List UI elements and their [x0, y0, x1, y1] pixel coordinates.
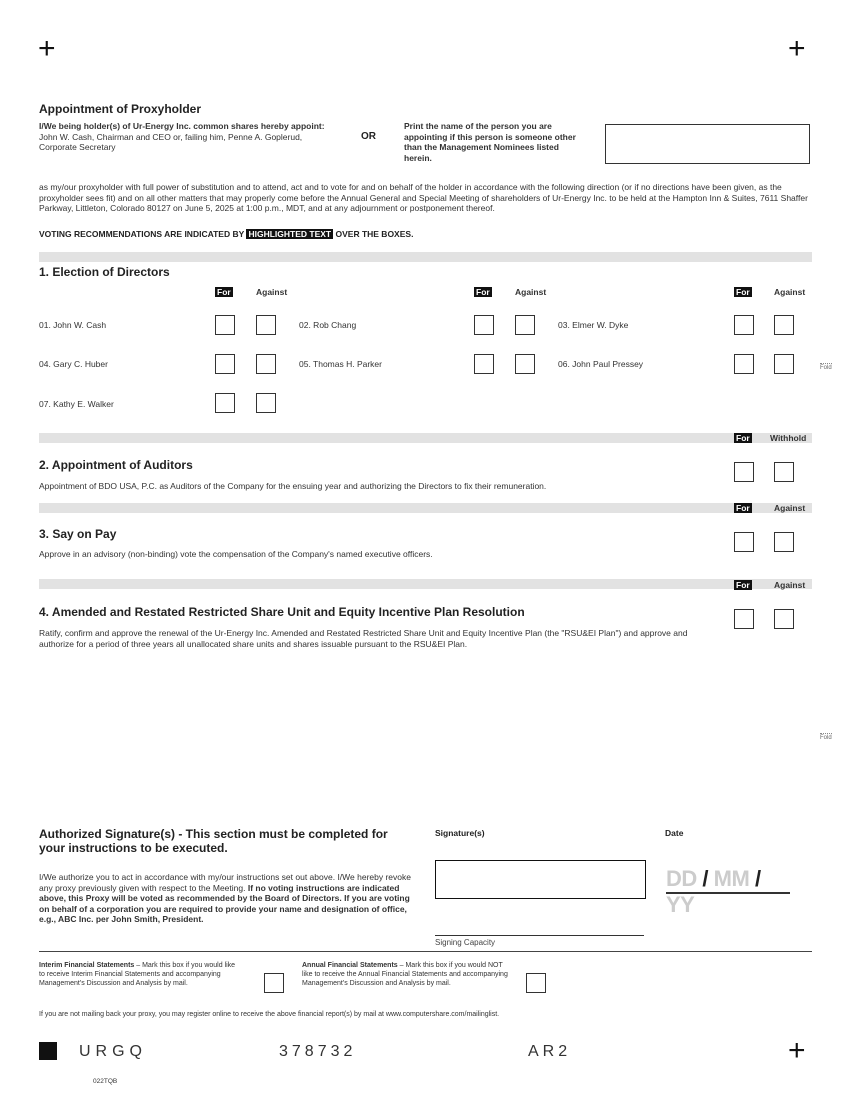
director-3-for-checkbox[interactable]: [734, 315, 754, 335]
signatures-label: Signature(s): [435, 828, 485, 838]
footer-small-code: 022TQB: [93, 1078, 118, 1085]
for-header-col3: For: [736, 287, 750, 297]
appointment-intro-rest: John W. Cash, Chairman and CEO or, failing him, Penne A. Goplerud, Corporate Secretary: [39, 131, 303, 152]
section-divider-election: [39, 252, 812, 262]
interim-statements-text: [39, 961, 239, 988]
say-on-pay-for-checkbox[interactable]: [734, 532, 754, 552]
voting-recommendation-note: [39, 229, 413, 239]
date-dd-placeholder: DD: [666, 866, 697, 891]
date-label: Date: [665, 828, 684, 838]
director-5-against-checkbox[interactable]: [515, 354, 535, 374]
footer-black-square: [39, 1042, 57, 1060]
director-name-6: 06. John Paul Pressey: [558, 359, 644, 369]
director-name-5: 05. Thomas H. Parker: [299, 359, 382, 369]
annual-desc: – Mark this box if you would NOT like to receive the Annual Financial Statements and accompanying Management's Discussion and Analysis by mail.: [302, 962, 508, 987]
or-label: OR: [361, 131, 376, 142]
proxyholder-name-input[interactable]: [605, 124, 810, 164]
signature-section-rule: [39, 951, 812, 952]
director-7-against-checkbox[interactable]: [256, 393, 276, 413]
for-header-col1: For: [217, 287, 231, 297]
auditors-title: 2. Appointment of Auditors: [39, 458, 193, 472]
signature-body-plain: I/We authorize you to act in accordance with my/our instructions set out above. I/We hereby revoke any proxy previously given with respect to the Meeting.: [39, 872, 411, 893]
director-7-for-checkbox[interactable]: [215, 393, 235, 413]
rsu-title: 4. Amended and Restated Restricted Share Unit and Equity Incentive Plan Resolution: [39, 605, 525, 619]
interim-title: Interim Financial Statements: [39, 962, 135, 969]
signature-title: Authorized Signature(s) - This section must be completed for your instructions to be executed.: [39, 827, 388, 855]
director-6-against-checkbox[interactable]: [774, 354, 794, 374]
date-input[interactable]: [666, 866, 790, 917]
for-header-col2: For: [476, 287, 490, 297]
auditors-for-checkbox[interactable]: [734, 462, 754, 482]
print-name-label: Print the name of the person you are appointing if this person is someone other than the Management Nominees listed herein.: [404, 121, 576, 163]
fold-mark-2: Fold: [820, 735, 832, 741]
director-name-4: 04. Gary C. Huber: [39, 359, 108, 369]
fold-mark-1: Fold: [820, 365, 832, 371]
rsu-against-checkbox[interactable]: [774, 609, 794, 629]
signing-capacity-input[interactable]: [435, 935, 644, 936]
signature-body-bold: If no voting instructions are indicated above, this Proxy will be voted as recommended by the Board of Directors. If you are voting on behalf of a corporation you are required to provide your name and designation of office, e.g., ABC Inc. per John Smith, President.: [39, 882, 410, 924]
say-on-pay-desc: Approve in an advisory (non-binding) vote the compensation of the Company's named executive officers.: [39, 549, 433, 559]
signature-body: [39, 872, 419, 925]
voting-rec-after: OVER THE BOXES.: [335, 229, 414, 239]
appointment-intro-bold: I/We being holder(s) of Ur-Energy Inc. common shares hereby appoint:: [39, 121, 325, 131]
footer-code-number: 378732: [279, 1043, 357, 1060]
auditors-desc: Appointment of BDO USA, P.C. as Auditors of the Company for the ensuing year and authorizing the Directors to fix their remuneration.: [39, 481, 547, 491]
director-name-2: 02. Rob Chang: [299, 320, 357, 330]
appointment-intro: [39, 121, 329, 153]
against-header-col3: Against: [774, 287, 806, 297]
appointment-body: as my/our proxyholder with full power of substitution and to attend, act and to vote for and on behalf of the holder in accordance with the following direction (or if no directions have been given, as the proxyholder sees fit) and on all other matters that may properly come before the Annual General and Special Meeting of shareholders of Ur-Energy Inc. to be held at the Hampton Inn & Suites, 7611 Shaffer Parkway, Littleton, Colorado 80127 on June 5, 2025 at 1:00 p.m., MDT, and at any adjournment or postponement thereof.: [39, 182, 808, 213]
registration-mark-top-right: +: [788, 32, 806, 65]
appointment-title: Appointment of Proxyholder: [39, 102, 201, 116]
director-1-against-checkbox[interactable]: [256, 315, 276, 335]
director-2-for-checkbox[interactable]: [474, 315, 494, 335]
interim-desc: – Mark this box if you would like to receive Interim Financial Statements and accompanying Management's Discussion and Analysis by mail.: [39, 962, 236, 987]
voting-rec-highlight: HIGHLIGHTED TEXT: [248, 229, 332, 239]
registration-mark-bottom-right: +: [788, 1034, 806, 1067]
voting-rec-before: VOTING RECOMMENDATIONS ARE INDICATED BY: [39, 229, 245, 239]
director-4-against-checkbox[interactable]: [256, 354, 276, 374]
rsu-for-checkbox[interactable]: [734, 609, 754, 629]
rsu-desc: Ratify, confirm and approve the renewal of the Ur-Energy Inc. Amended and Restated Restricted Share Unit and Equity Incentive Plan (the "RSU&EI Plan") and approve and authorize for a period of three years all unallocated share units and shares issuable pursuant to the RSU&EI Plan.: [39, 628, 688, 649]
annual-title: Annual Financial Statements: [302, 962, 398, 969]
election-title: 1. Election of Directors: [39, 265, 170, 279]
date-separator-2: /: [754, 866, 761, 891]
section-divider-auditors: [39, 433, 812, 443]
date-separator-1: /: [702, 866, 709, 891]
say-on-pay-title: 3. Say on Pay: [39, 527, 117, 541]
rsu-against-header: Against: [774, 580, 806, 590]
date-mm-placeholder: MM: [713, 866, 750, 891]
date-yy-placeholder: YY: [666, 892, 695, 917]
say-on-pay-against-checkbox[interactable]: [774, 532, 794, 552]
footer-code-urgq: URGQ: [79, 1043, 147, 1060]
say-on-pay-for-header: For: [736, 503, 750, 513]
rsu-for-header: For: [736, 580, 750, 590]
auditors-for-header: For: [736, 433, 750, 443]
auditors-withhold-checkbox[interactable]: [774, 462, 794, 482]
director-4-for-checkbox[interactable]: [215, 354, 235, 374]
interim-statements-checkbox[interactable]: [264, 973, 284, 993]
director-name-1: 01. John W. Cash: [39, 320, 107, 330]
signing-capacity-label: Signing Capacity: [435, 938, 496, 947]
signature-input[interactable]: [435, 860, 646, 899]
against-header-col2: Against: [515, 287, 547, 297]
director-6-for-checkbox[interactable]: [734, 354, 754, 374]
director-5-for-checkbox[interactable]: [474, 354, 494, 374]
director-name-7: 07. Kathy E. Walker: [39, 399, 114, 409]
section-divider-say-on-pay: [39, 503, 812, 513]
director-2-against-checkbox[interactable]: [515, 315, 535, 335]
auditors-withhold-header: Withhold: [770, 433, 807, 443]
footer-code-ar2: AR2: [528, 1043, 572, 1060]
director-3-against-checkbox[interactable]: [774, 315, 794, 335]
annual-statements-text: [302, 961, 512, 988]
annual-statements-checkbox[interactable]: [526, 973, 546, 993]
director-name-3: 03. Elmer W. Dyke: [558, 320, 629, 330]
mailing-list-note: If you are not mailing back your proxy, you may register online to receive the above financial report(s) by mail at www.computershare.com/mailinglist.: [39, 1011, 500, 1018]
registration-mark-top-left: +: [38, 32, 56, 65]
against-header-col1: Against: [256, 287, 288, 297]
director-1-for-checkbox[interactable]: [215, 315, 235, 335]
say-on-pay-against-header: Against: [774, 503, 806, 513]
section-divider-rsu-plan: [39, 579, 812, 589]
